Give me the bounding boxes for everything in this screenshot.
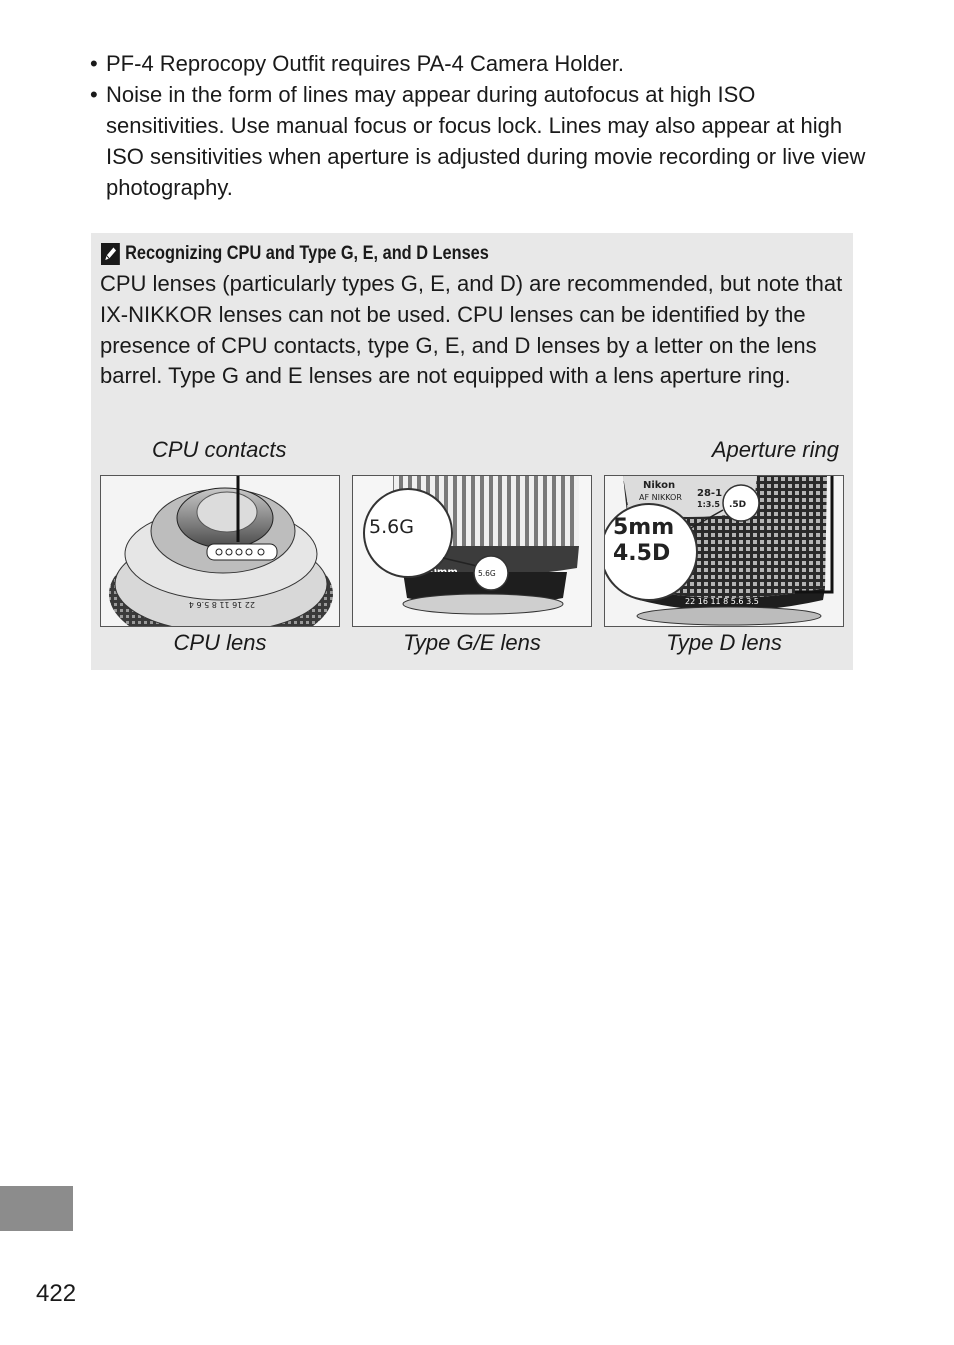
- callout-aperture-ring: Aperture ring: [711, 437, 839, 462]
- bullet-item: • Noise in the form of lines may appear during autofocus at high ISO sensitivities. Use manual focus or focus lock. Lines may also appear at high ISO sensitivities when aperture is adjusted during movie recording or live view photography.: [90, 79, 870, 203]
- page-number: 422: [36, 1280, 77, 1307]
- note-title: Recognizing CPU and Type G, E, and D Lenses: [125, 243, 489, 264]
- lens-model: AF NIKKOR: [639, 493, 682, 502]
- small-lens-label: 5.6G: [478, 569, 496, 578]
- caption-type-d-lens: Type D lens: [666, 630, 782, 655]
- cpu-lens-image: [100, 475, 340, 627]
- zoomed-lens-label-bottom: 4.5D: [613, 541, 671, 566]
- type-d-lens-image: [604, 475, 844, 627]
- zoomed-lens-label: 5.6G: [369, 516, 414, 538]
- note-body: CPU lenses (particularly types G, E, and D) are recommended, but note that IX-NIKKOR lenses can not be used. CPU lenses can be identified by the presence of CPU contacts, type G, E, and D lenses by a letter on the lens barrel. Type G and E lenses are not equipped with a lens aperture ring.: [100, 271, 843, 389]
- section-tab: [0, 1186, 73, 1231]
- caption-type-ge-lens: Type G/E lens: [403, 630, 541, 655]
- pencil-icon: [101, 243, 120, 265]
- lens-aperture: 1:3.5: [697, 500, 720, 509]
- lens-brand: Nikon: [643, 480, 676, 491]
- callout-cpu-contacts: CPU contacts: [152, 437, 287, 462]
- caption-cpu-lens: CPU lens: [173, 630, 267, 655]
- zoomed-lens-label-top: 5mm: [613, 515, 675, 540]
- bullet-list: [90, 48, 870, 203]
- aperture-scale: 22 16 11 8 5.6 3.5: [685, 597, 759, 606]
- type-d-lens-drawing: [605, 476, 843, 626]
- aperture-scale: 22 16 11 8 5.6 4: [188, 600, 255, 609]
- bullet-item: • PF-4 Reprocopy Outfit requires PA-4 Camera Holder.: [90, 48, 870, 79]
- type-ge-lens-drawing: [353, 476, 591, 626]
- note-heading: [101, 241, 489, 267]
- note-box: [91, 233, 853, 670]
- type-ge-lens-image: [352, 475, 592, 627]
- cpu-lens-drawing: [101, 476, 339, 626]
- small-lens-label: .5D: [729, 500, 747, 510]
- lens-focal: 28-1: [697, 488, 723, 499]
